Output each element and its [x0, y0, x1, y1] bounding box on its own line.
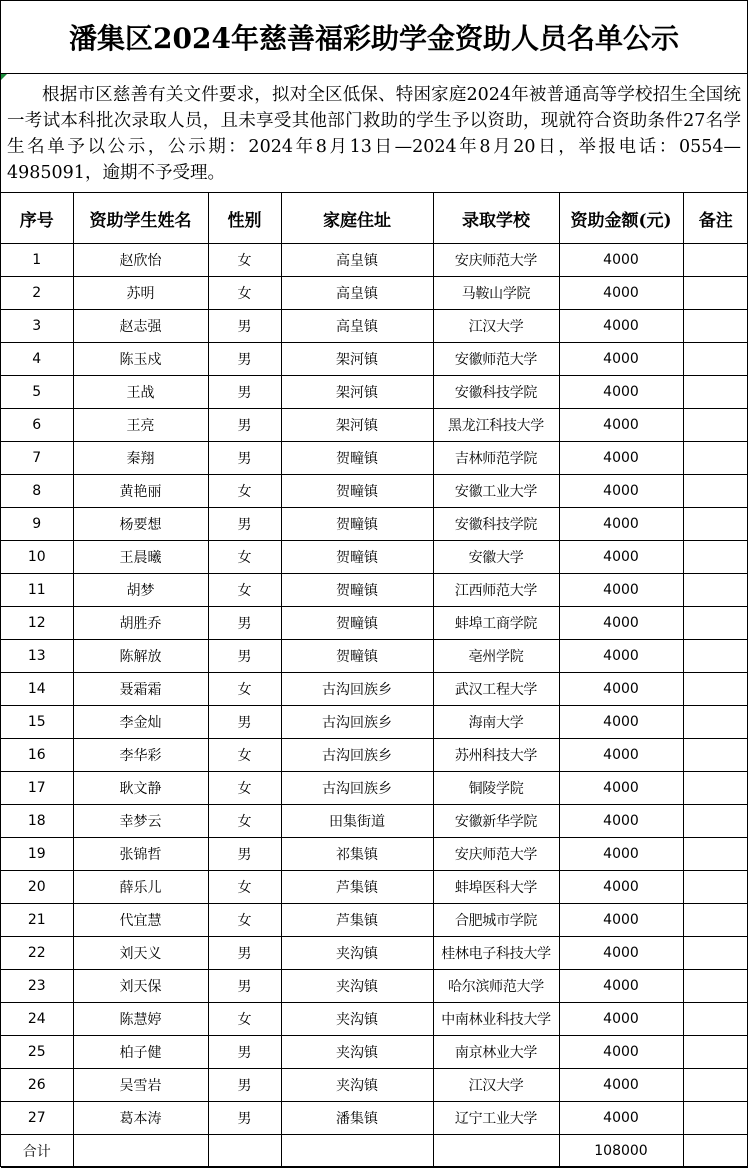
table-row	[1, 574, 748, 607]
table-row	[1, 1102, 748, 1135]
cell-remarks	[683, 574, 748, 607]
cell-index: 18	[1, 805, 73, 838]
cell-name: 秦翔	[73, 442, 208, 475]
table-row	[1, 838, 748, 871]
cell-index: 2	[1, 277, 73, 310]
table-row	[1, 1003, 748, 1036]
cell-school: 蚌埠工商学院	[433, 607, 559, 640]
cell-address: 高皇镇	[281, 310, 433, 343]
cell-address: 架河镇	[281, 409, 433, 442]
table-row	[1, 475, 748, 508]
total-empty-cell	[73, 1135, 208, 1168]
recipient-table	[1, 193, 748, 1168]
cell-index: 13	[1, 640, 73, 673]
cell-address: 古沟回族乡	[281, 772, 433, 805]
cell-name: 王亮	[73, 409, 208, 442]
table-row	[1, 970, 748, 1003]
total-amount: 108000	[559, 1135, 683, 1168]
cell-address: 祁集镇	[281, 838, 433, 871]
cell-name: 幸梦云	[73, 805, 208, 838]
page-title: 潘集区2024年慈善福彩助学金资助人员名单公示	[1, 1, 747, 74]
cell-remarks	[683, 970, 748, 1003]
cell-school: 黑龙江科技大学	[433, 409, 559, 442]
cell-address: 夹沟镇	[281, 1003, 433, 1036]
total-empty-cell	[433, 1135, 559, 1168]
cell-school: 马鞍山学院	[433, 277, 559, 310]
cell-index: 25	[1, 1036, 73, 1069]
cell-name: 柏子健	[73, 1036, 208, 1069]
cell-amount: 4000	[559, 805, 683, 838]
cell-address: 贺疃镇	[281, 607, 433, 640]
cell-name: 王战	[73, 376, 208, 409]
cell-name: 刘天义	[73, 937, 208, 970]
header-amount: 资助金额(元)	[559, 193, 683, 244]
header-address: 家庭住址	[281, 193, 433, 244]
cell-address: 夹沟镇	[281, 937, 433, 970]
cell-index: 24	[1, 1003, 73, 1036]
cell-amount: 4000	[559, 574, 683, 607]
cell-remarks	[683, 409, 748, 442]
cell-name: 胡梦	[73, 574, 208, 607]
cell-school: 桂林电子科技大学	[433, 937, 559, 970]
cell-name: 陈慧婷	[73, 1003, 208, 1036]
cell-address: 夹沟镇	[281, 1069, 433, 1102]
cell-amount: 4000	[559, 970, 683, 1003]
cell-remarks	[683, 442, 748, 475]
cell-address: 高皇镇	[281, 277, 433, 310]
header-remarks: 备注	[683, 193, 748, 244]
cell-address: 架河镇	[281, 376, 433, 409]
cell-address: 古沟回族乡	[281, 739, 433, 772]
table-row	[1, 409, 748, 442]
table-row	[1, 376, 748, 409]
cell-name: 张锦哲	[73, 838, 208, 871]
cell-remarks	[683, 1036, 748, 1069]
table-row	[1, 343, 748, 376]
cell-school: 苏州科技大学	[433, 739, 559, 772]
cell-gender: 男	[208, 310, 281, 343]
table-row	[1, 673, 748, 706]
cell-school: 安庆师范大学	[433, 244, 559, 277]
cell-name: 黄艳丽	[73, 475, 208, 508]
table-row	[1, 442, 748, 475]
cell-index: 9	[1, 508, 73, 541]
cell-address: 贺疃镇	[281, 541, 433, 574]
cell-gender: 男	[208, 343, 281, 376]
cell-amount: 4000	[559, 673, 683, 706]
cell-school: 南京林业大学	[433, 1036, 559, 1069]
cell-name: 苏明	[73, 277, 208, 310]
cell-name: 陈玉戍	[73, 343, 208, 376]
total-label: 合计	[1, 1135, 73, 1168]
cell-address: 贺疃镇	[281, 475, 433, 508]
cell-name: 赵志强	[73, 310, 208, 343]
cell-address: 芦集镇	[281, 871, 433, 904]
table-row	[1, 805, 748, 838]
cell-school: 安徽工业大学	[433, 475, 559, 508]
cell-remarks	[683, 706, 748, 739]
cell-remarks	[683, 376, 748, 409]
header-gender: 性别	[208, 193, 281, 244]
total-row	[1, 1135, 748, 1168]
cell-marker-icon	[1, 74, 7, 80]
cell-amount: 4000	[559, 871, 683, 904]
cell-school: 安徽科技学院	[433, 376, 559, 409]
cell-gender: 男	[208, 1102, 281, 1135]
cell-amount: 4000	[559, 310, 683, 343]
cell-gender: 男	[208, 376, 281, 409]
cell-remarks	[683, 739, 748, 772]
cell-remarks	[683, 1003, 748, 1036]
cell-school: 亳州学院	[433, 640, 559, 673]
cell-gender: 女	[208, 673, 281, 706]
cell-name: 李金灿	[73, 706, 208, 739]
header-index: 序号	[1, 193, 73, 244]
cell-name: 胡胜乔	[73, 607, 208, 640]
cell-school: 江汉大学	[433, 1069, 559, 1102]
cell-amount: 4000	[559, 1003, 683, 1036]
table-row	[1, 640, 748, 673]
cell-index: 3	[1, 310, 73, 343]
cell-school: 武汉工程大学	[433, 673, 559, 706]
cell-address: 潘集镇	[281, 1102, 433, 1135]
cell-remarks	[683, 244, 748, 277]
total-empty-cell	[281, 1135, 433, 1168]
cell-amount: 4000	[559, 475, 683, 508]
cell-school: 江西师范大学	[433, 574, 559, 607]
cell-address: 贺疃镇	[281, 574, 433, 607]
cell-remarks	[683, 475, 748, 508]
cell-index: 21	[1, 904, 73, 937]
cell-index: 12	[1, 607, 73, 640]
cell-remarks	[683, 772, 748, 805]
cell-remarks	[683, 277, 748, 310]
cell-gender: 女	[208, 904, 281, 937]
cell-gender: 男	[208, 937, 281, 970]
cell-amount: 4000	[559, 1036, 683, 1069]
cell-amount: 4000	[559, 1069, 683, 1102]
cell-index: 1	[1, 244, 73, 277]
cell-amount: 4000	[559, 376, 683, 409]
cell-remarks	[683, 343, 748, 376]
cell-remarks	[683, 640, 748, 673]
cell-school: 铜陵学院	[433, 772, 559, 805]
cell-remarks	[683, 805, 748, 838]
cell-school: 蚌埠医科大学	[433, 871, 559, 904]
cell-index: 19	[1, 838, 73, 871]
cell-remarks	[683, 607, 748, 640]
cell-address: 芦集镇	[281, 904, 433, 937]
total-empty-cell	[208, 1135, 281, 1168]
cell-index: 10	[1, 541, 73, 574]
table-row	[1, 244, 748, 277]
cell-gender: 男	[208, 706, 281, 739]
cell-index: 26	[1, 1069, 73, 1102]
cell-index: 20	[1, 871, 73, 904]
cell-name: 代宜慧	[73, 904, 208, 937]
cell-gender: 男	[208, 1036, 281, 1069]
cell-school: 安徽师范大学	[433, 343, 559, 376]
table-row	[1, 277, 748, 310]
cell-index: 23	[1, 970, 73, 1003]
cell-remarks	[683, 838, 748, 871]
cell-amount: 4000	[559, 640, 683, 673]
table-row	[1, 904, 748, 937]
header-name: 资助学生姓名	[73, 193, 208, 244]
cell-gender: 女	[208, 244, 281, 277]
cell-name: 耿文静	[73, 772, 208, 805]
cell-school: 吉林师范学院	[433, 442, 559, 475]
cell-school: 江汉大学	[433, 310, 559, 343]
cell-index: 16	[1, 739, 73, 772]
cell-index: 8	[1, 475, 73, 508]
cell-school: 中南林业科技大学	[433, 1003, 559, 1036]
cell-remarks	[683, 904, 748, 937]
table-row	[1, 739, 748, 772]
cell-name: 王晨曦	[73, 541, 208, 574]
cell-index: 27	[1, 1102, 73, 1135]
cell-amount: 4000	[559, 244, 683, 277]
cell-amount: 4000	[559, 772, 683, 805]
cell-index: 15	[1, 706, 73, 739]
cell-index: 11	[1, 574, 73, 607]
table-row	[1, 1069, 748, 1102]
cell-school: 海南大学	[433, 706, 559, 739]
table-row	[1, 937, 748, 970]
cell-gender: 男	[208, 409, 281, 442]
cell-address: 夹沟镇	[281, 1036, 433, 1069]
cell-gender: 男	[208, 607, 281, 640]
cell-remarks	[683, 541, 748, 574]
cell-amount: 4000	[559, 442, 683, 475]
cell-gender: 男	[208, 508, 281, 541]
cell-gender: 女	[208, 541, 281, 574]
cell-gender: 女	[208, 805, 281, 838]
cell-index: 5	[1, 376, 73, 409]
cell-school: 辽宁工业大学	[433, 1102, 559, 1135]
cell-amount: 4000	[559, 607, 683, 640]
table-header-row	[1, 193, 748, 244]
table-row	[1, 541, 748, 574]
cell-amount: 4000	[559, 409, 683, 442]
cell-gender: 女	[208, 475, 281, 508]
cell-gender: 女	[208, 574, 281, 607]
cell-address: 贺疃镇	[281, 640, 433, 673]
cell-gender: 女	[208, 739, 281, 772]
cell-amount: 4000	[559, 838, 683, 871]
cell-gender: 女	[208, 871, 281, 904]
cell-address: 高皇镇	[281, 244, 433, 277]
cell-gender: 男	[208, 838, 281, 871]
cell-school: 安庆师范大学	[433, 838, 559, 871]
total-empty-cell	[683, 1135, 748, 1168]
cell-amount: 4000	[559, 541, 683, 574]
cell-index: 4	[1, 343, 73, 376]
cell-amount: 4000	[559, 739, 683, 772]
table-row	[1, 1036, 748, 1069]
cell-school: 安徽科技学院	[433, 508, 559, 541]
cell-index: 14	[1, 673, 73, 706]
cell-school: 安徽大学	[433, 541, 559, 574]
cell-gender: 女	[208, 1003, 281, 1036]
cell-gender: 男	[208, 442, 281, 475]
cell-remarks	[683, 673, 748, 706]
table-row	[1, 871, 748, 904]
cell-address: 古沟回族乡	[281, 673, 433, 706]
cell-name: 李华彩	[73, 739, 208, 772]
cell-amount: 4000	[559, 343, 683, 376]
cell-remarks	[683, 937, 748, 970]
cell-school: 哈尔滨师范大学	[433, 970, 559, 1003]
cell-name: 葛本涛	[73, 1102, 208, 1135]
cell-amount: 4000	[559, 508, 683, 541]
cell-address: 架河镇	[281, 343, 433, 376]
cell-remarks	[683, 871, 748, 904]
table-row	[1, 772, 748, 805]
cell-gender: 女	[208, 277, 281, 310]
cell-address: 古沟回族乡	[281, 706, 433, 739]
cell-remarks	[683, 1102, 748, 1135]
table-row	[1, 310, 748, 343]
cell-amount: 4000	[559, 277, 683, 310]
cell-name: 陈解放	[73, 640, 208, 673]
cell-amount: 4000	[559, 904, 683, 937]
table-body	[1, 244, 748, 1135]
cell-gender: 男	[208, 640, 281, 673]
cell-gender: 男	[208, 1069, 281, 1102]
cell-name: 刘天保	[73, 970, 208, 1003]
table-row	[1, 706, 748, 739]
cell-remarks	[683, 508, 748, 541]
cell-amount: 4000	[559, 937, 683, 970]
cell-school: 合肥城市学院	[433, 904, 559, 937]
cell-remarks	[683, 310, 748, 343]
table-row	[1, 508, 748, 541]
cell-address: 贺疃镇	[281, 442, 433, 475]
cell-remarks	[683, 1069, 748, 1102]
cell-school: 安徽新华学院	[433, 805, 559, 838]
cell-name: 聂霜霜	[73, 673, 208, 706]
table-row	[1, 607, 748, 640]
cell-index: 17	[1, 772, 73, 805]
cell-address: 夹沟镇	[281, 970, 433, 1003]
cell-address: 贺疃镇	[281, 508, 433, 541]
cell-address: 田集街道	[281, 805, 433, 838]
cell-name: 吴雪岩	[73, 1069, 208, 1102]
cell-name: 薛乐儿	[73, 871, 208, 904]
cell-name: 杨要想	[73, 508, 208, 541]
cell-index: 6	[1, 409, 73, 442]
notice-paragraph	[1, 74, 747, 193]
cell-gender: 女	[208, 772, 281, 805]
cell-amount: 4000	[559, 706, 683, 739]
cell-gender: 男	[208, 970, 281, 1003]
cell-name: 赵欣怡	[73, 244, 208, 277]
header-school: 录取学校	[433, 193, 559, 244]
cell-amount: 4000	[559, 1102, 683, 1135]
cell-index: 22	[1, 937, 73, 970]
cell-index: 7	[1, 442, 73, 475]
notice-text: 根据市区慈善有关文件要求，拟对全区低保、特困家庭2024年被普通高等学校招生全国统一考试本科批次录取人员，且未享受其他部门救助的学生予以资助，现就符合资助条件27名学生名单予以公示，公示期：2024年8月13日—2024年8月20日，举报电话：0554—4985091，逾期不予受理。	[7, 85, 741, 183]
